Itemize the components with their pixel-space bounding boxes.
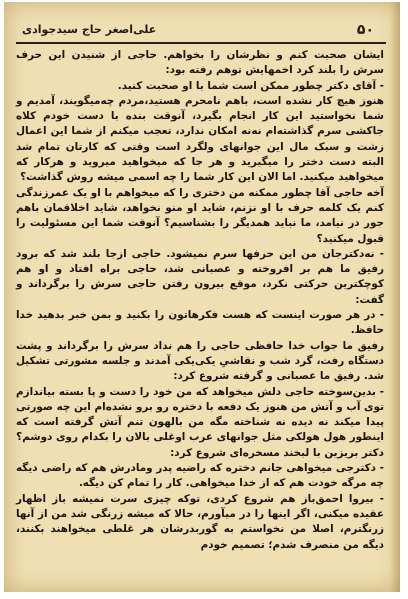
body-text <box>16 48 384 553</box>
running-head: علی‌اصغر حاج سیدجوادی <box>22 23 157 36</box>
paragraph: - نه‌دکترجان من این حرفها سرم نمیشود. حاجی ازجا بلند شد که برود رفیق ما هم بر افروخته و عصبانی شد، حاجی براه افتاد و او هم کوچکترین حرکتی نکرد، موقع بیرون رفتن حاجی سرش را برگرداند و گفت: <box>16 247 384 306</box>
page-fold-shadow <box>390 2 400 592</box>
header-rule <box>16 42 386 44</box>
paragraph: - بدین‌سوخته حاجی دلش میخواهد که من خود را دست و پا بسته بیاندازم توی آب و آتش من هنوز یک دفعه با دختره رو برو نشده‌ام این چه صورتی پیدا میکند نه دیده نه شناخته مگه من بالهون تنم آتش گرفته است که اینطور هول هولکی مثل جوانهای عرب اوغلی بالان را بکدام روی دوشم؟ <box>16 385 384 444</box>
paragraph: ایشان صحبت کنم و نظرشان را بخواهم. حاجی از شنیدن این حرف سرش را بلند کرد اخمهایش توهم رفته بود: <box>16 49 384 77</box>
paragraph: - آقای دکتر چطور ممکن است شما با او صحبت کنید. <box>117 79 384 92</box>
paragraph: - بیروا احمق‌باز هم شروع کردی، توکه چیزی سرت نمیشه باز اظهار عقیده میکنی، اگر اینها را در میآورم، حالا که میشه زرنگی شد من از آنها زرنگترم، اصلا من نخواستم به گوربدرشان هر غلطی میخواهند بکنند، دیگه من منصرف شدم؛ تصمیم خودم <box>16 492 384 551</box>
paragraph: رفیق ما جواب خدا حافظی حاجی را هم نداد سرش را برگرداند و پشت دستگاه رفت، گرد شب و نقاشیِ یکی‌یکی آمدند و جلسه مشورتی تشکیل شد. رفیق ما عصبانی و گرفته شروع کرد: <box>16 339 384 383</box>
paragraph: دکتر بریزین با لبخند مسخره‌ای شروع کرد: <box>170 446 384 459</box>
paragraph: هنوز هیچ کار نشده است، باهم نامحرم هستید،مردم چه‌میگویند، آمدیم و شما نخواستید این کار انجام بگیرد، آنوقت بنده با دست خودم کلاه جاکشی سرم گذاشته‌ام نه‌نه امکان ندارد، تعجب میکنم از شما این اعمال زشت و سبک مال این جوانهای ولگرد است وقتی که کارتان تمام شد البته دست دختر را میگیرید و هر جا که میخواهید میروید و هرکار که میخواهید میکنید. اما الان این کار شما را چه اسمی میشه روش گذاشت؟ <box>16 94 384 184</box>
paragraph: - در هر صورت اینست که هست فکرهاتون را بکنید و بمن خبر بدهید خدا حافظ. <box>16 309 384 337</box>
page-number: ۵۰ <box>356 22 374 38</box>
book-page <box>4 2 400 592</box>
paragraph: - دکترجی میخواهی جانم دختره که راضیه پدر ومادرش هم که راضی دیگه چه مرگه خودت هم که از خدا میخواهی. کار را تمام کن دیگه. <box>16 462 384 490</box>
page-header <box>18 22 384 40</box>
paragraph: آخه حاجی آقا چطور ممکنه من دختری را که میخواهم با او یک عمرزندگی کنم یک کلمه حرف با او نزنم، شاید او منو نخواهد، شاید اخلاقمان باهم جور در نیامد، ما نباید همدیگر را بشناسیم؟ آنوقت شما این مسئولیت را قبول میکنید؟ <box>16 186 384 245</box>
